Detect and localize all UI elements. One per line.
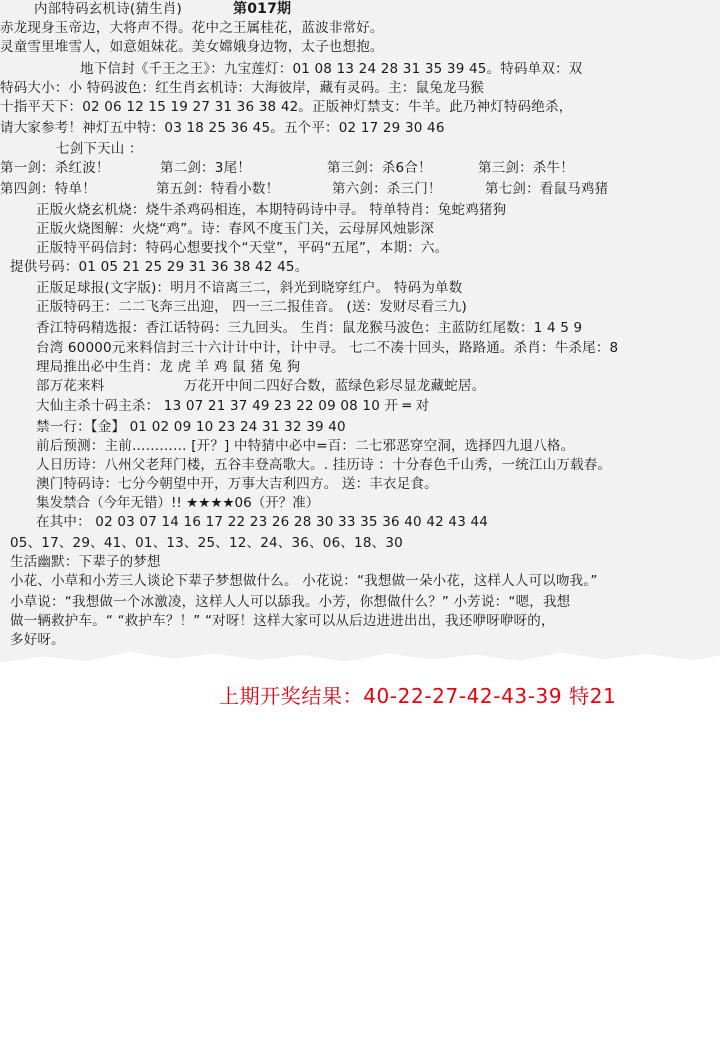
provided-numbers-line: 提供号码：01 05 21 25 29 31 36 38 42 45。 xyxy=(10,259,309,275)
hongkong-select-line: 香江特码精选报：香江话特码：三九回头。 生肖：鼠龙猴马波色：主蓝防红尾数：1 4 5 9 xyxy=(36,320,583,336)
lamp-five-line: 请大家参考！神灯五中特：03 18 25 36 45。五个平：02 17 29 30 46 xyxy=(0,120,445,136)
wanhua-label: 部万花来料 xyxy=(36,378,105,394)
flat-code-envelope-line: 正版特平码信封：特码心想要找个“天堂”，平码“五尾”，本期：六。 xyxy=(36,240,449,256)
immortal-kill-line: 大仙主杀十码主杀： 13 07 21 37 49 23 22 09 08 10 开 ═ 对 xyxy=(36,398,430,414)
taiwan-envelope-line: 台湾 60000元来料信封三十六计计中计，计中寻。 七二不凑十回头，路路通。杀肖：牛杀尾：8 xyxy=(36,340,619,356)
macau-poem-line: 澳门特码诗：七分今朝望中开，万事大吉利四方。 送：丰衣足食。 xyxy=(36,476,438,492)
issue-number: 第017期 xyxy=(233,1,292,17)
fire-diagram-line: 正版火烧图解：火烧“鸡”。诗：春风不度玉门关，云母屏风烛影深 xyxy=(36,221,434,237)
special-code-size-line: 特码大小：小 特码波色：红生肖玄机诗：大海彼岸，藏有灵码。主：鼠兔龙马猴 xyxy=(0,80,484,96)
sword-6: 第六剑：杀三门！ xyxy=(332,181,442,197)
calendar-poem-line: 人日历诗：八州父老拜门楼，五谷丰登高歌大。. 挂历诗 ：十分春色千山秀，一统江山万载春。 xyxy=(36,457,612,473)
sword-4: 第四剑：特单！ xyxy=(0,181,96,197)
wanhua-text: 万花开中间二四好合数，蓝绿色彩尽显龙藏蛇居。 xyxy=(184,378,486,394)
document-title: 内部特码玄机诗(猜生肖) xyxy=(34,1,182,17)
sword-1: 第一剑：杀红波！ xyxy=(0,160,110,176)
sword-3b: 第三剑：杀牛！ xyxy=(478,160,574,176)
humor-line-4: 多好呀。 xyxy=(10,632,65,648)
sword-7: 第七剑：看鼠马鸡猪 xyxy=(485,181,609,197)
sword-2: 第二剑：3尾！ xyxy=(160,160,251,176)
sword-5: 第五剑：特看小数！ xyxy=(156,181,280,197)
humor-heading: 生活幽默：下辈子的梦想 xyxy=(10,554,161,570)
torn-edge xyxy=(0,640,720,670)
sword-3: 第三剑：杀6合！ xyxy=(327,160,432,176)
number-sequence-line: 05、17、29、41、01、13、25、12、24、36、06、18、30 xyxy=(10,535,403,551)
seven-swords-heading: 七剑下天山 ： xyxy=(56,141,143,157)
among-them-line: 在其中： 02 03 07 14 16 17 22 23 26 28 30 33 35 36 40 42 43 44 xyxy=(36,514,489,530)
forbidden-row-line: 禁一行：【金】 01 02 09 10 23 24 31 32 39 40 xyxy=(36,419,346,435)
humor-line-3: 做一辆救护车。“ “救护车？！” “对呀！这样大家可以从后边进进出出，我还咿呀咿呀的， xyxy=(10,613,555,629)
special-king-line: 正版特码王：二二飞奔三出迎， 四一三二报佳音。 (送：发财尽看三九) xyxy=(36,299,467,315)
forbidden-combo-line: 集发禁合（今年无错）!! ★★★★06（开？准） xyxy=(36,495,320,511)
poem-line-1: 赤龙现身玉帝边，大将声不得。花中之王属桂花，蓝波非常好。 xyxy=(0,20,384,36)
humor-line-2: 小草说：“我想做一个冰激凌，这样人人可以舔我。小芳，你想做什么？” 小芳说：“嗯，我想 xyxy=(10,594,571,610)
humor-line-1: 小花、小草和小芳三人谈论下辈子梦想做什么。 小花说：“我想做一朵小花，这样人人可以吻我。” xyxy=(10,573,598,589)
fire-mystery-line: 正版火烧玄机烧：烧牛杀鸡码相连，本期特码诗中寻。 特单特肖：兔蛇鸡猪狗 xyxy=(36,202,507,218)
ten-fingers-line: 十指平天下：02 06 12 15 19 27 31 36 38 42。正版神灯禁支：牛羊。此乃神灯特码绝杀， xyxy=(0,99,573,115)
last-draw-result: 上期开奖结果：40-22-27-42-43-39 特21 xyxy=(219,684,617,708)
football-paper-line: 正版足球报(文字版)：明月不谙离三二，斜光到晓穿红户。 特码为单数 xyxy=(36,280,463,296)
must-zodiac-line: 理局推出必中生肖：龙 虎 羊 鸡 鼠 猪 兔 狗 xyxy=(36,359,301,375)
prediction-line: 前后预测：主前………… [开？] 中特猜中必中=百：二七邪恶穿空洞，选择四九退八格。 xyxy=(36,438,575,454)
poem-line-2: 灵童雪里堆雪人，如意姐妹花。美女嫦娥身边物，太子也想抱。 xyxy=(0,39,384,55)
envelope-line: 地下信封《千王之王》：九宝莲灯：01 08 13 24 28 31 35 39 45。特码单双：双 xyxy=(80,61,583,77)
